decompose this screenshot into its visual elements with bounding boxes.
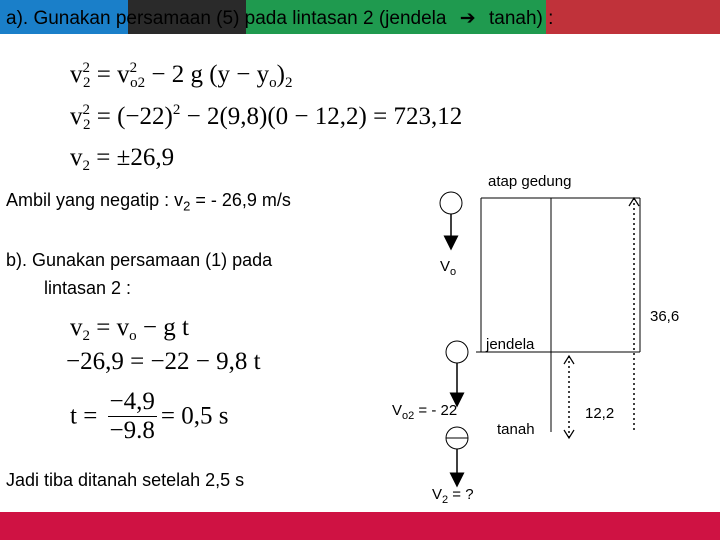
footer-bar (0, 512, 720, 540)
window-label: jendela (486, 336, 535, 353)
equation-b-line3: t = $\frac{-4,9}{-9.8}$ = 0,5 s (70, 388, 229, 444)
conclusion-text: Jadi tiba ditanah setelah 2,5 s (6, 470, 245, 490)
note-negative: Ambil yang negatip : $v_2$ = - 26,9 m/s (6, 190, 291, 214)
title-end: tanah) : (489, 8, 554, 29)
v2-label: $V_2$ = ? (432, 486, 474, 506)
fraction: $\frac{-4,9}{-9.8}$ (109, 388, 155, 444)
ground-label: tanah (497, 421, 535, 438)
height-window-label: 12,2 (585, 405, 615, 422)
title-text: a). Gunakan persamaan (5) pada lintasan 2 (jendela (6, 8, 447, 29)
height-total-label: 36,6 (650, 308, 680, 325)
vo-label: $V_o$ (440, 258, 457, 278)
slide-title (6, 7, 553, 30)
ball-window (446, 341, 468, 363)
roof-label: atap gedung (488, 173, 572, 190)
equation-a-line1: $v^2_2 = v^2_{o2} - 2$ g $(y - y_o)_2$ (70, 60, 293, 91)
equation-a-line3: $v_2 = \pm 26,9$ (70, 144, 175, 174)
equation-b-line1: $v_2 = v_o - g$ t (70, 314, 189, 344)
vo2-label: $V_{o2}$ = - 22 (392, 402, 458, 422)
ball-top (440, 192, 462, 214)
arrow-right-icon: ➔ (459, 8, 476, 29)
equation-b-line2: −26,9 = −22 − 9,8 t (66, 348, 261, 375)
part-b-heading-line2: lintasan 2 : (44, 278, 132, 298)
equation-a-line2: $v^2_2 = (-22)^2 - 2(9,8)(0 - 12,2) = 723,12$ (70, 102, 463, 133)
part-b-heading: b). Gunakan persamaan (1) pada (6, 250, 273, 270)
